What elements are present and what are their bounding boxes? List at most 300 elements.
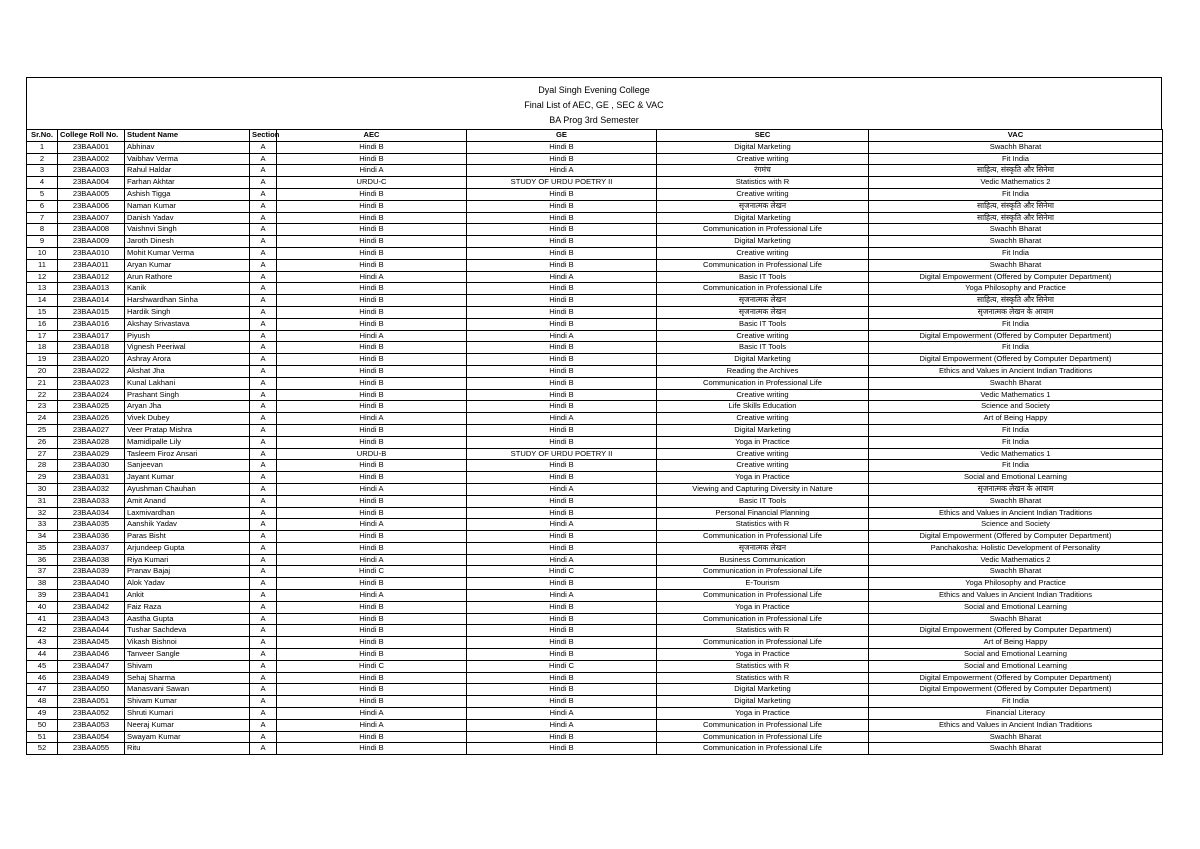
- aec-cell: Hindi C: [277, 660, 467, 672]
- ge-cell: Hindi B: [467, 472, 657, 484]
- roll-no-cell: 23BAA027: [58, 424, 125, 436]
- ge-cell: Hindi B: [467, 424, 657, 436]
- student-name-cell: Aastha Gupta: [125, 613, 250, 625]
- roll-no-cell: 23BAA042: [58, 601, 125, 613]
- vac-cell: Fit India: [869, 342, 1163, 354]
- table-row: [27, 542, 1163, 554]
- sr-no-cell: 21: [27, 377, 58, 389]
- header-roll-no: College Roll No.: [58, 130, 125, 142]
- table-row: [27, 519, 1163, 531]
- student-name-cell: Danish Yadav: [125, 212, 250, 224]
- ge-cell: Hindi A: [467, 719, 657, 731]
- vac-cell: सृजनात्मक लेखन के आयाम: [869, 483, 1163, 495]
- vac-cell: साहित्य, संस्कृति और सिनेमा: [869, 295, 1163, 307]
- title-block: [26, 77, 1162, 129]
- ge-cell: Hindi B: [467, 696, 657, 708]
- sr-no-cell: 48: [27, 696, 58, 708]
- vac-cell: Fit India: [869, 153, 1163, 165]
- roll-no-cell: 23BAA031: [58, 472, 125, 484]
- roll-no-cell: 23BAA047: [58, 660, 125, 672]
- section-cell: A: [250, 153, 277, 165]
- student-name-cell: Arjundeep Gupta: [125, 542, 250, 554]
- student-name-cell: Vikash Bishnoi: [125, 637, 250, 649]
- student-name-cell: Arun Rathore: [125, 271, 250, 283]
- sr-no-cell: 43: [27, 637, 58, 649]
- sec-cell: Communication in Professional Life: [657, 637, 869, 649]
- student-name-cell: Aanshik Yadav: [125, 519, 250, 531]
- ge-cell: Hindi B: [467, 389, 657, 401]
- ge-cell: Hindi B: [467, 672, 657, 684]
- vac-cell: Swachh Bharat: [869, 743, 1163, 755]
- sr-no-cell: 44: [27, 649, 58, 661]
- vac-cell: Digital Empowerment (Offered by Computer Department): [869, 354, 1163, 366]
- aec-cell: Hindi B: [277, 283, 467, 295]
- table-row: [27, 578, 1163, 590]
- sr-no-cell: 27: [27, 448, 58, 460]
- sec-cell: Communication in Professional Life: [657, 731, 869, 743]
- sec-cell: Statistics with R: [657, 625, 869, 637]
- sec-cell: सृजनात्मक लेखन: [657, 306, 869, 318]
- roll-no-cell: 23BAA002: [58, 153, 125, 165]
- aec-cell: Hindi B: [277, 306, 467, 318]
- roll-no-cell: 23BAA040: [58, 578, 125, 590]
- header-vac: VAC: [869, 130, 1163, 142]
- table-row: [27, 472, 1163, 484]
- sr-no-cell: 24: [27, 413, 58, 425]
- vac-cell: Swachh Bharat: [869, 141, 1163, 153]
- sr-no-cell: 23: [27, 401, 58, 413]
- vac-cell: Ethics and Values in Ancient Indian Traditions: [869, 719, 1163, 731]
- sr-no-cell: 31: [27, 495, 58, 507]
- table-row: [27, 153, 1163, 165]
- semester-title: BA Prog 3rd Semester: [549, 115, 639, 125]
- sec-cell: Communication in Professional Life: [657, 566, 869, 578]
- aec-cell: Hindi B: [277, 389, 467, 401]
- section-cell: A: [250, 318, 277, 330]
- table-row: [27, 649, 1163, 661]
- aec-cell: Hindi B: [277, 613, 467, 625]
- aec-cell: Hindi B: [277, 472, 467, 484]
- aec-cell: Hindi B: [277, 188, 467, 200]
- section-cell: A: [250, 177, 277, 189]
- ge-cell: Hindi B: [467, 684, 657, 696]
- table-row: [27, 318, 1163, 330]
- aec-cell: Hindi B: [277, 295, 467, 307]
- vac-cell: Vedic Mathematics 1: [869, 389, 1163, 401]
- aec-cell: Hindi B: [277, 401, 467, 413]
- roll-no-cell: 23BAA036: [58, 531, 125, 543]
- section-cell: A: [250, 330, 277, 342]
- roll-no-cell: 23BAA001: [58, 141, 125, 153]
- table-row: [27, 165, 1163, 177]
- sec-cell: Yoga in Practice: [657, 472, 869, 484]
- table-row: [27, 354, 1163, 366]
- student-name-cell: Jayant Kumar: [125, 472, 250, 484]
- sec-cell: Personal Financial Planning: [657, 507, 869, 519]
- student-name-cell: Ayushman Chauhan: [125, 483, 250, 495]
- sec-cell: Yoga in Practice: [657, 601, 869, 613]
- vac-cell: Ethics and Values in Ancient Indian Traditions: [869, 507, 1163, 519]
- ge-cell: Hindi B: [467, 731, 657, 743]
- sr-no-cell: 36: [27, 554, 58, 566]
- sr-no-cell: 19: [27, 354, 58, 366]
- roll-no-cell: 23BAA051: [58, 696, 125, 708]
- sec-cell: Creative writing: [657, 448, 869, 460]
- sec-cell: Reading the Archives: [657, 365, 869, 377]
- sec-cell: Statistics with R: [657, 672, 869, 684]
- vac-cell: Swachh Bharat: [869, 236, 1163, 248]
- roll-no-cell: 23BAA046: [58, 649, 125, 661]
- table-row: [27, 696, 1163, 708]
- section-cell: A: [250, 236, 277, 248]
- sec-cell: Life Skills Education: [657, 401, 869, 413]
- student-name-cell: Aryan Jha: [125, 401, 250, 413]
- sr-no-cell: 15: [27, 306, 58, 318]
- student-name-cell: Laxmivardhan: [125, 507, 250, 519]
- roll-no-cell: 23BAA012: [58, 271, 125, 283]
- sec-cell: Digital Marketing: [657, 684, 869, 696]
- roll-no-cell: 23BAA008: [58, 224, 125, 236]
- sr-no-cell: 49: [27, 708, 58, 720]
- aec-cell: Hindi B: [277, 436, 467, 448]
- sec-cell: Basic IT Tools: [657, 342, 869, 354]
- sr-no-cell: 45: [27, 660, 58, 672]
- section-cell: A: [250, 684, 277, 696]
- sr-no-cell: 51: [27, 731, 58, 743]
- vac-cell: Fit India: [869, 188, 1163, 200]
- sec-cell: Yoga in Practice: [657, 436, 869, 448]
- student-name-cell: Harshwardhan Sinha: [125, 295, 250, 307]
- roll-no-cell: 23BAA010: [58, 247, 125, 259]
- table-row: [27, 283, 1163, 295]
- sr-no-cell: 46: [27, 672, 58, 684]
- sec-cell: Creative writing: [657, 330, 869, 342]
- sr-no-cell: 47: [27, 684, 58, 696]
- sec-cell: Digital Marketing: [657, 354, 869, 366]
- aec-cell: Hindi B: [277, 153, 467, 165]
- sec-cell: Basic IT Tools: [657, 318, 869, 330]
- sec-cell: Creative writing: [657, 153, 869, 165]
- sec-cell: Communication in Professional Life: [657, 613, 869, 625]
- section-cell: A: [250, 200, 277, 212]
- table-row: [27, 684, 1163, 696]
- student-name-cell: Kanik: [125, 283, 250, 295]
- table-row: [27, 660, 1163, 672]
- ge-cell: Hindi B: [467, 188, 657, 200]
- sr-no-cell: 11: [27, 259, 58, 271]
- roll-no-cell: 23BAA017: [58, 330, 125, 342]
- section-cell: A: [250, 731, 277, 743]
- sec-cell: सृजनात्मक लेखन: [657, 295, 869, 307]
- section-cell: A: [250, 649, 277, 661]
- vac-cell: Swachh Bharat: [869, 613, 1163, 625]
- table-row: [27, 177, 1163, 189]
- student-name-cell: Sehaj Sharma: [125, 672, 250, 684]
- vac-cell: Swachh Bharat: [869, 495, 1163, 507]
- vac-cell: Digital Empowerment (Offered by Computer Department): [869, 625, 1163, 637]
- aec-cell: Hindi B: [277, 424, 467, 436]
- vac-cell: Swachh Bharat: [869, 731, 1163, 743]
- section-cell: A: [250, 212, 277, 224]
- student-name-cell: Jaroth Dinesh: [125, 236, 250, 248]
- roll-no-cell: 23BAA004: [58, 177, 125, 189]
- roll-no-cell: 23BAA045: [58, 637, 125, 649]
- sec-cell: Viewing and Capturing Diversity in Nature: [657, 483, 869, 495]
- vac-cell: साहित्य, संस्कृति और सिनेमा: [869, 212, 1163, 224]
- sr-no-cell: 4: [27, 177, 58, 189]
- ge-cell: Hindi B: [467, 637, 657, 649]
- table-row: [27, 613, 1163, 625]
- roll-no-cell: 23BAA043: [58, 613, 125, 625]
- sec-cell: Communication in Professional Life: [657, 224, 869, 236]
- table-row: [27, 590, 1163, 602]
- ge-cell: Hindi A: [467, 708, 657, 720]
- aec-cell: Hindi B: [277, 649, 467, 661]
- sec-cell: Statistics with R: [657, 660, 869, 672]
- roll-no-cell: 23BAA009: [58, 236, 125, 248]
- sec-cell: Statistics with R: [657, 177, 869, 189]
- aec-cell: Hindi A: [277, 165, 467, 177]
- vac-cell: Social and Emotional Learning: [869, 472, 1163, 484]
- roll-no-cell: 23BAA049: [58, 672, 125, 684]
- sr-no-cell: 38: [27, 578, 58, 590]
- ge-cell: Hindi B: [467, 212, 657, 224]
- student-name-cell: Rahul Haldar: [125, 165, 250, 177]
- sr-no-cell: 25: [27, 424, 58, 436]
- section-cell: A: [250, 719, 277, 731]
- roll-no-cell: 23BAA055: [58, 743, 125, 755]
- student-name-cell: Mamidipalle Lily: [125, 436, 250, 448]
- roll-no-cell: 23BAA030: [58, 460, 125, 472]
- vac-cell: Social and Emotional Learning: [869, 649, 1163, 661]
- vac-cell: Art of Being Happy: [869, 413, 1163, 425]
- table-row: [27, 200, 1163, 212]
- ge-cell: Hindi B: [467, 342, 657, 354]
- vac-cell: Science and Society: [869, 401, 1163, 413]
- aec-cell: Hindi B: [277, 684, 467, 696]
- section-cell: A: [250, 306, 277, 318]
- sr-no-cell: 33: [27, 519, 58, 531]
- vac-cell: Fit India: [869, 696, 1163, 708]
- roll-no-cell: 23BAA028: [58, 436, 125, 448]
- ge-cell: Hindi B: [467, 649, 657, 661]
- section-cell: A: [250, 354, 277, 366]
- sec-cell: Digital Marketing: [657, 424, 869, 436]
- table-row: [27, 188, 1163, 200]
- aec-cell: Hindi B: [277, 601, 467, 613]
- aec-cell: Hindi B: [277, 460, 467, 472]
- vac-cell: Ethics and Values in Ancient Indian Traditions: [869, 365, 1163, 377]
- student-name-cell: Neeraj Kumar: [125, 719, 250, 731]
- roll-no-cell: 23BAA013: [58, 283, 125, 295]
- ge-cell: Hindi A: [467, 483, 657, 495]
- table-row: [27, 531, 1163, 543]
- vac-cell: Social and Emotional Learning: [869, 601, 1163, 613]
- vac-cell: Financial Literacy: [869, 708, 1163, 720]
- sec-cell: E-Tourism: [657, 578, 869, 590]
- aec-cell: Hindi A: [277, 519, 467, 531]
- student-name-cell: Tasleem Firoz Ansari: [125, 448, 250, 460]
- roll-no-cell: 23BAA014: [58, 295, 125, 307]
- sec-cell: Creative writing: [657, 247, 869, 259]
- aec-cell: Hindi B: [277, 318, 467, 330]
- sec-cell: Business Communication: [657, 554, 869, 566]
- roll-no-cell: 23BAA033: [58, 495, 125, 507]
- ge-cell: Hindi B: [467, 365, 657, 377]
- table-row: [27, 342, 1163, 354]
- sr-no-cell: 34: [27, 531, 58, 543]
- header-sec: SEC: [657, 130, 869, 142]
- vac-cell: Social and Emotional Learning: [869, 660, 1163, 672]
- roll-no-cell: 23BAA041: [58, 590, 125, 602]
- vac-cell: Yoga Philosophy and Practice: [869, 578, 1163, 590]
- ge-cell: Hindi B: [467, 318, 657, 330]
- sec-cell: Digital Marketing: [657, 141, 869, 153]
- roll-no-cell: 23BAA054: [58, 731, 125, 743]
- ge-cell: Hindi B: [467, 141, 657, 153]
- header-ge: GE: [467, 130, 657, 142]
- aec-cell: Hindi B: [277, 224, 467, 236]
- roll-no-cell: 23BAA022: [58, 365, 125, 377]
- ge-cell: STUDY OF URDU POETRY II: [467, 448, 657, 460]
- section-cell: A: [250, 472, 277, 484]
- sec-cell: Communication in Professional Life: [657, 743, 869, 755]
- sr-no-cell: 12: [27, 271, 58, 283]
- section-cell: A: [250, 460, 277, 472]
- student-name-cell: Hardik Singh: [125, 306, 250, 318]
- section-cell: A: [250, 531, 277, 543]
- sec-cell: Digital Marketing: [657, 236, 869, 248]
- sec-cell: Creative writing: [657, 460, 869, 472]
- sec-cell: Basic IT Tools: [657, 271, 869, 283]
- sec-cell: Creative writing: [657, 188, 869, 200]
- table-row: [27, 625, 1163, 637]
- sr-no-cell: 16: [27, 318, 58, 330]
- student-name-cell: Pranav Bajaj: [125, 566, 250, 578]
- sec-cell: Communication in Professional Life: [657, 531, 869, 543]
- section-cell: A: [250, 283, 277, 295]
- table-row: [27, 743, 1163, 755]
- aec-cell: Hindi B: [277, 247, 467, 259]
- ge-cell: Hindi B: [467, 354, 657, 366]
- sr-no-cell: 50: [27, 719, 58, 731]
- student-name-cell: Tushar Sachdeva: [125, 625, 250, 637]
- sec-cell: Communication in Professional Life: [657, 590, 869, 602]
- sec-cell: Creative writing: [657, 389, 869, 401]
- student-name-cell: Vaibhav Verma: [125, 153, 250, 165]
- student-name-cell: Alok Yadav: [125, 578, 250, 590]
- student-name-cell: Mohit Kumar Verma: [125, 247, 250, 259]
- section-cell: A: [250, 389, 277, 401]
- vac-cell: Fit India: [869, 247, 1163, 259]
- table-row: [27, 401, 1163, 413]
- ge-cell: STUDY OF URDU POETRY II: [467, 177, 657, 189]
- vac-cell: Fit India: [869, 318, 1163, 330]
- roll-no-cell: 23BAA050: [58, 684, 125, 696]
- student-name-cell: Akshay Srivastava: [125, 318, 250, 330]
- sec-cell: Digital Marketing: [657, 212, 869, 224]
- ge-cell: Hindi B: [467, 507, 657, 519]
- student-name-cell: Shruti Kumari: [125, 708, 250, 720]
- aec-cell: Hindi B: [277, 212, 467, 224]
- student-name-cell: Ritu: [125, 743, 250, 755]
- ge-cell: Hindi A: [467, 590, 657, 602]
- ge-cell: Hindi B: [467, 200, 657, 212]
- sec-cell: Creative writing: [657, 413, 869, 425]
- student-name-cell: Veer Pratap Mishra: [125, 424, 250, 436]
- section-cell: A: [250, 436, 277, 448]
- vac-cell: Digital Empowerment (Offered by Computer Department): [869, 672, 1163, 684]
- ge-cell: Hindi A: [467, 271, 657, 283]
- aec-cell: Hindi B: [277, 236, 467, 248]
- section-cell: A: [250, 483, 277, 495]
- college-name: Dyal Singh Evening College: [538, 85, 650, 95]
- aec-cell: Hindi C: [277, 566, 467, 578]
- student-name-cell: Vaishnvi Singh: [125, 224, 250, 236]
- vac-cell: Panchakosha: Holistic Development of Personality: [869, 542, 1163, 554]
- student-name-cell: Manasvani Sawan: [125, 684, 250, 696]
- vac-cell: Vedic Mathematics 2: [869, 177, 1163, 189]
- table-row: [27, 460, 1163, 472]
- aec-cell: Hindi B: [277, 625, 467, 637]
- sr-no-cell: 8: [27, 224, 58, 236]
- section-cell: A: [250, 377, 277, 389]
- ge-cell: Hindi B: [467, 601, 657, 613]
- student-name-cell: Riya Kumari: [125, 554, 250, 566]
- section-cell: A: [250, 507, 277, 519]
- ge-cell: Hindi B: [467, 283, 657, 295]
- table-row: [27, 236, 1163, 248]
- student-name-cell: Shivam Kumar: [125, 696, 250, 708]
- table-row: [27, 365, 1163, 377]
- table-row: [27, 247, 1163, 259]
- table-row: [27, 731, 1163, 743]
- sr-no-cell: 32: [27, 507, 58, 519]
- section-cell: A: [250, 613, 277, 625]
- aec-cell: Hindi B: [277, 507, 467, 519]
- aec-cell: Hindi A: [277, 413, 467, 425]
- aec-cell: Hindi A: [277, 590, 467, 602]
- sr-no-cell: 42: [27, 625, 58, 637]
- roll-no-cell: 23BAA016: [58, 318, 125, 330]
- student-name-cell: Naman Kumar: [125, 200, 250, 212]
- aec-cell: Hindi B: [277, 743, 467, 755]
- section-cell: A: [250, 495, 277, 507]
- section-cell: A: [250, 413, 277, 425]
- ge-cell: Hindi B: [467, 236, 657, 248]
- table-row: [27, 330, 1163, 342]
- aec-cell: Hindi B: [277, 731, 467, 743]
- vac-cell: साहित्य, संस्कृति और सिनेमा: [869, 200, 1163, 212]
- roll-no-cell: 23BAA006: [58, 200, 125, 212]
- section-cell: A: [250, 578, 277, 590]
- sr-no-cell: 20: [27, 365, 58, 377]
- vac-cell: Digital Empowerment (Offered by Computer Department): [869, 684, 1163, 696]
- roll-no-cell: 23BAA015: [58, 306, 125, 318]
- ge-cell: Hindi B: [467, 224, 657, 236]
- ge-cell: Hindi B: [467, 460, 657, 472]
- section-cell: A: [250, 224, 277, 236]
- ge-cell: Hindi A: [467, 165, 657, 177]
- sec-cell: Communication in Professional Life: [657, 259, 869, 271]
- sr-no-cell: 10: [27, 247, 58, 259]
- ge-cell: Hindi A: [467, 413, 657, 425]
- table-row: [27, 436, 1163, 448]
- sec-cell: Communication in Professional Life: [657, 283, 869, 295]
- ge-cell: Hindi A: [467, 554, 657, 566]
- section-cell: A: [250, 519, 277, 531]
- ge-cell: Hindi A: [467, 330, 657, 342]
